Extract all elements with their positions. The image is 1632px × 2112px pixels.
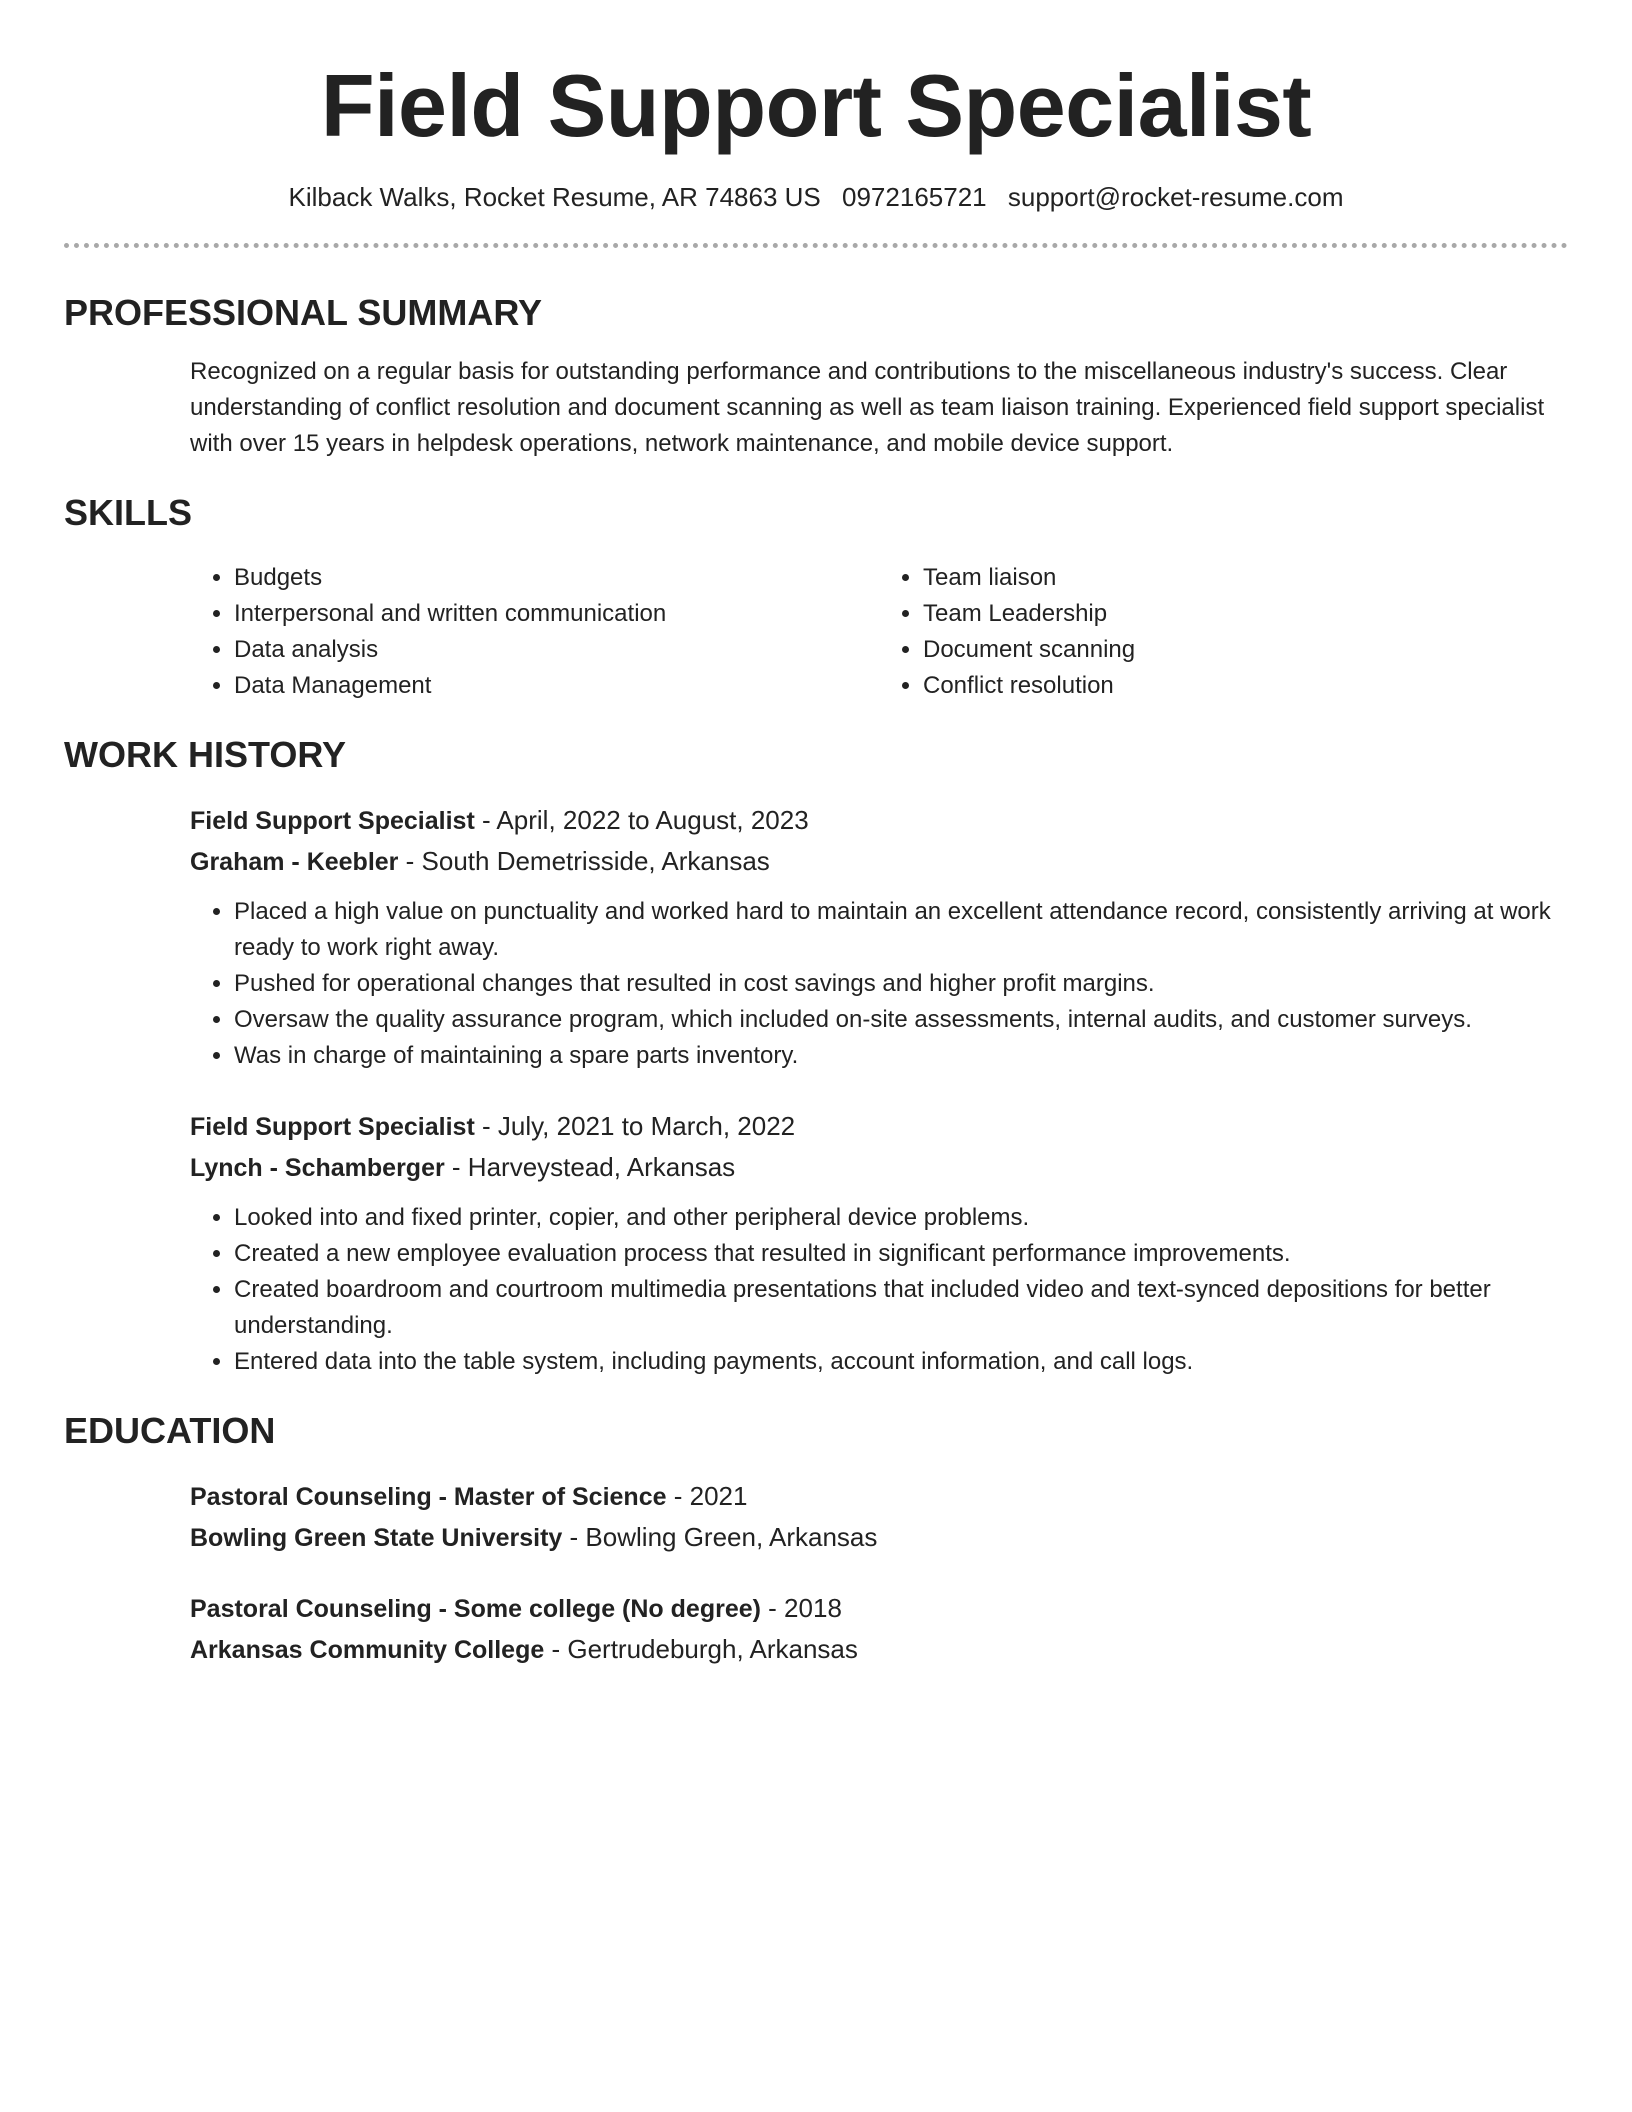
education-year: - 2018 (760, 1593, 842, 1623)
education-school-line (190, 1517, 1568, 1558)
skill-item: • Document scanning (923, 632, 1568, 668)
work-history-section (64, 800, 1568, 1380)
header-divider (64, 243, 1568, 248)
education-entry (190, 1588, 1568, 1670)
job-entry (190, 800, 1568, 1074)
job-bullets (190, 1200, 1568, 1380)
education-degree: Pastoral Counseling - Master of Science (190, 1483, 667, 1511)
education-section (64, 1476, 1568, 1670)
job-role: Field Support Specialist (190, 1113, 475, 1141)
job-title-line (190, 800, 1568, 841)
education-school: Bowling Green State University (190, 1524, 563, 1552)
job-bullet: • Was in charge of maintaining a spare parts inventory. (234, 1038, 1568, 1074)
skill-item: • Interpersonal and written communication (234, 596, 879, 632)
job-bullet: • Placed a high value on punctuality and worked hard to maintain an excellent attendance record, consistently arriving at work ready to work right away. (234, 894, 1568, 966)
skill-item: • Conflict resolution (923, 668, 1568, 704)
job-location: - South Demetrisside, Arkansas (398, 846, 770, 876)
job-company-line (190, 1147, 1568, 1188)
skills-column-right (879, 560, 1568, 704)
education-school: Arkansas Community College (190, 1636, 545, 1664)
job-role: Field Support Specialist (190, 807, 475, 835)
skill-item: • Team liaison (923, 560, 1568, 596)
contact-phone: 0972165721 (842, 182, 987, 212)
job-dates: - April, 2022 to August, 2023 (474, 805, 809, 835)
job-bullet: • Looked into and fixed printer, copier, and other peripheral device problems. (234, 1200, 1568, 1236)
job-dates: - July, 2021 to March, 2022 (474, 1111, 796, 1141)
education-degree: Pastoral Counseling - Some college (No degree) (190, 1595, 761, 1623)
education-location: - Gertrudeburgh, Arkansas (544, 1634, 858, 1664)
education-year: - 2021 (666, 1481, 748, 1511)
job-bullet: • Pushed for operational changes that resulted in cost savings and higher profit margins. (234, 966, 1568, 1002)
education-heading: EDUCATION (64, 1410, 276, 1451)
job-bullet: • Created a new employee evaluation process that resulted in significant performance improvements. (234, 1236, 1568, 1272)
skill-item: • Data analysis (234, 632, 879, 668)
education-entry (190, 1476, 1568, 1558)
contact-address: Kilback Walks, Rocket Resume, AR 74863 US (288, 182, 821, 212)
skill-item: • Data Management (234, 668, 879, 704)
job-location: - Harveystead, Arkansas (444, 1152, 736, 1182)
skills-grid (190, 560, 1568, 704)
job-title-line (190, 1106, 1568, 1147)
job-bullet: • Oversaw the quality assurance program, which included on-site assessments, internal audits, and customer surveys. (234, 1002, 1568, 1038)
skill-item: • Team Leadership (923, 596, 1568, 632)
job-bullets (190, 894, 1568, 1074)
skills-heading: SKILLS (64, 492, 193, 533)
job-bullet: • Created boardroom and courtroom multimedia presentations that included video and text-synced depositions for better understanding. (234, 1272, 1568, 1344)
work-history-heading: WORK HISTORY (64, 734, 347, 775)
education-location: - Bowling Green, Arkansas (562, 1522, 878, 1552)
job-bullet: • Entered data into the table system, including payments, account information, and call logs. (234, 1344, 1568, 1380)
summary-text: Recognized on a regular basis for outstanding performance and contributions to the miscellaneous industry's success. Clear understanding of conflict resolution and document scanning as well as team liaison training. Experienced field support specialist with over 15 years in helpdesk operations, network maintenance, and mobile device support. (190, 358, 1545, 457)
education-degree-line (190, 1588, 1568, 1629)
skills-column-left (190, 560, 879, 704)
education-school-line (190, 1629, 1568, 1670)
summary-heading: PROFESSIONAL SUMMARY (64, 292, 543, 333)
skills-section (64, 560, 1568, 704)
job-entry (190, 1106, 1568, 1380)
education-degree-line (190, 1476, 1568, 1517)
contact-email: support@rocket-resume.com (1007, 182, 1344, 212)
job-company: Lynch - Schamberger (190, 1154, 445, 1182)
contact-line (64, 182, 1568, 213)
candidate-name: Field Support Specialist (320, 56, 1312, 155)
summary-section (64, 354, 1568, 462)
job-company: Graham - Keebler (190, 848, 399, 876)
skill-item: • Budgets (234, 560, 879, 596)
job-company-line (190, 841, 1568, 882)
